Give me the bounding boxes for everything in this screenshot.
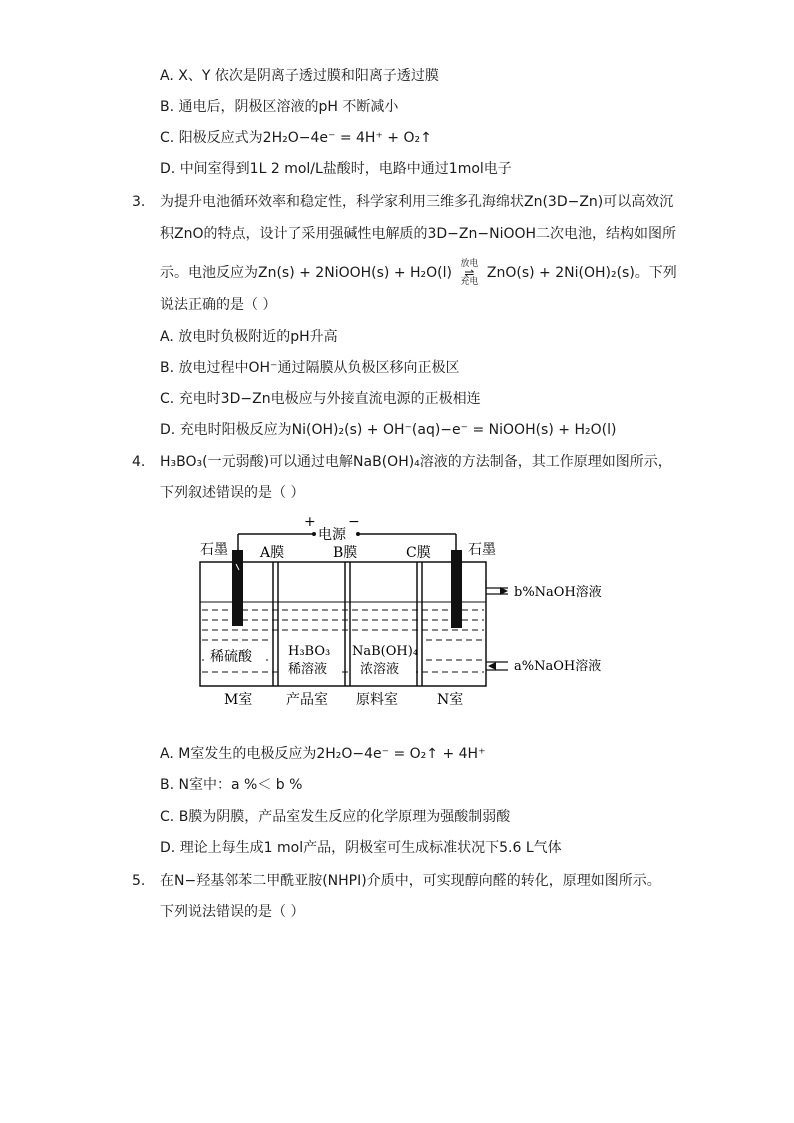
right-electrode-label: 石墨 xyxy=(468,542,496,558)
q4-stem-line1: H₃BO₃(一元弱酸)可以通过电解NaB(OH)₄溶液的方法制备，其工作原理如图所示， xyxy=(160,454,672,470)
q3-stem-line3 xyxy=(160,259,677,287)
reversible-arrow: 放电 ⇌ 充电 xyxy=(460,259,479,287)
terminal-negative xyxy=(356,532,360,536)
product-content-line1: H₃BO₃ xyxy=(288,644,331,659)
q4-stem-line2: 下列叙述错误的是（ ） xyxy=(160,485,305,501)
q3-reaction-left: 示。电池反应为Zn(s) + 2NiOOH(s) + H₂O(l) xyxy=(160,265,452,281)
q4-option-a: A. M室发生的电极反应为2H₂O−4e⁻ = O₂↑ + 4H⁺ xyxy=(160,746,486,762)
right-graphite-electrode xyxy=(451,550,462,628)
raw-content-line2: 浓溶液 xyxy=(360,662,400,677)
left-electrode-label: 石墨 xyxy=(200,542,228,558)
minus-sign: − xyxy=(348,514,360,530)
q3-option-a: A. 放电时负极附近的pH升高 xyxy=(160,329,338,345)
q2-option-c: C. 阳极反应式为2H₂O−4e⁻ = 4H⁺ + O₂↑ xyxy=(160,130,432,146)
q4-option-b: B. N室中：a %＜ b % xyxy=(160,777,303,793)
terminal-positive xyxy=(312,532,316,536)
q2-option-b: B. 通电后，阴极区溶液的pH 不断减小 xyxy=(160,99,399,115)
q3-number: 3. xyxy=(132,194,146,210)
q5-stem-line2: 下列说法错误的是（ ） xyxy=(160,904,305,920)
q4-number: 4. xyxy=(132,454,146,470)
q3-option-b: B. 放电过程中OH⁻通过隔膜从负极区移向正极区 xyxy=(160,360,460,376)
chamber-m-label: M室 xyxy=(224,692,253,708)
equilibrium-arrow-icon: ⇌ xyxy=(464,266,475,280)
chamber-product-label: 产品室 xyxy=(286,692,328,708)
q2-option-a: A. X、Y 依次是阴离子透过膜和阳离子透过膜 xyxy=(160,68,439,84)
q5-stem-line1: 在N−羟基邻苯二甲酰亚胺(NHPI)介质中，可实现醇向醛的转化，原理如图所示。 xyxy=(160,873,661,889)
q3-stem-line4: 说法正确的是（ ） xyxy=(160,297,277,313)
q3-option-d: D. 充电时阳极反应为Ni(OH)₂(s) + OH⁻(aq)−e⁻ = NiOOH(s) + H₂O(l) xyxy=(160,422,617,438)
power-label: 电源 xyxy=(318,527,346,543)
plus-sign: + xyxy=(304,514,316,530)
inlet-arrow-icon xyxy=(488,662,496,670)
outlet-pipe xyxy=(486,580,508,588)
left-graphite-electrode xyxy=(232,550,243,626)
q4-option-d: D. 理论上每生成1 mol产品，阴极室可生成标准状况下5.6 L气体 xyxy=(160,840,562,856)
q4-option-c: C. B膜为阴膜，产品室发生反应的化学原理为强酸制弱酸 xyxy=(160,809,511,825)
chamber-raw-label: 原料室 xyxy=(356,692,398,708)
q5-number: 5. xyxy=(132,873,146,889)
raw-content-line1: NaB(OH)₄ xyxy=(352,644,419,659)
electrolysis-diagram xyxy=(196,512,616,712)
inlet-label: a%NaOH溶液 xyxy=(514,659,602,674)
q2-option-d: D. 中间室得到1L 2 mol/L盐酸时，电路中通过1mol电子 xyxy=(160,161,512,177)
product-content-line2: 稀溶液 xyxy=(288,662,328,677)
chamber-m-content: 稀硫酸 xyxy=(210,649,252,665)
membrane-b-label: B膜 xyxy=(333,545,358,561)
outlet-label: b%NaOH溶液 xyxy=(514,585,602,600)
chamber-n-label: N室 xyxy=(437,692,464,708)
q3-stem-line2: 积ZnO的特点，设计了采用强碱性电解质的3D−Zn−NiOOH二次电池，结构如图所 xyxy=(160,226,677,242)
membrane-c-label: C膜 xyxy=(406,545,431,561)
q3-stem-line1: 为提升电池循环效率和稳定性，科学家利用三维多孔海绵状Zn(3D−Zn)可以高效沉 xyxy=(160,194,674,210)
q3-option-c: C. 充电时3D−Zn电极应与外接直流电源的正极相连 xyxy=(160,391,481,407)
q3-reaction-right: ZnO(s) + 2Ni(OH)₂(s)。下列 xyxy=(486,265,677,281)
membrane-a-label: A膜 xyxy=(260,545,285,561)
